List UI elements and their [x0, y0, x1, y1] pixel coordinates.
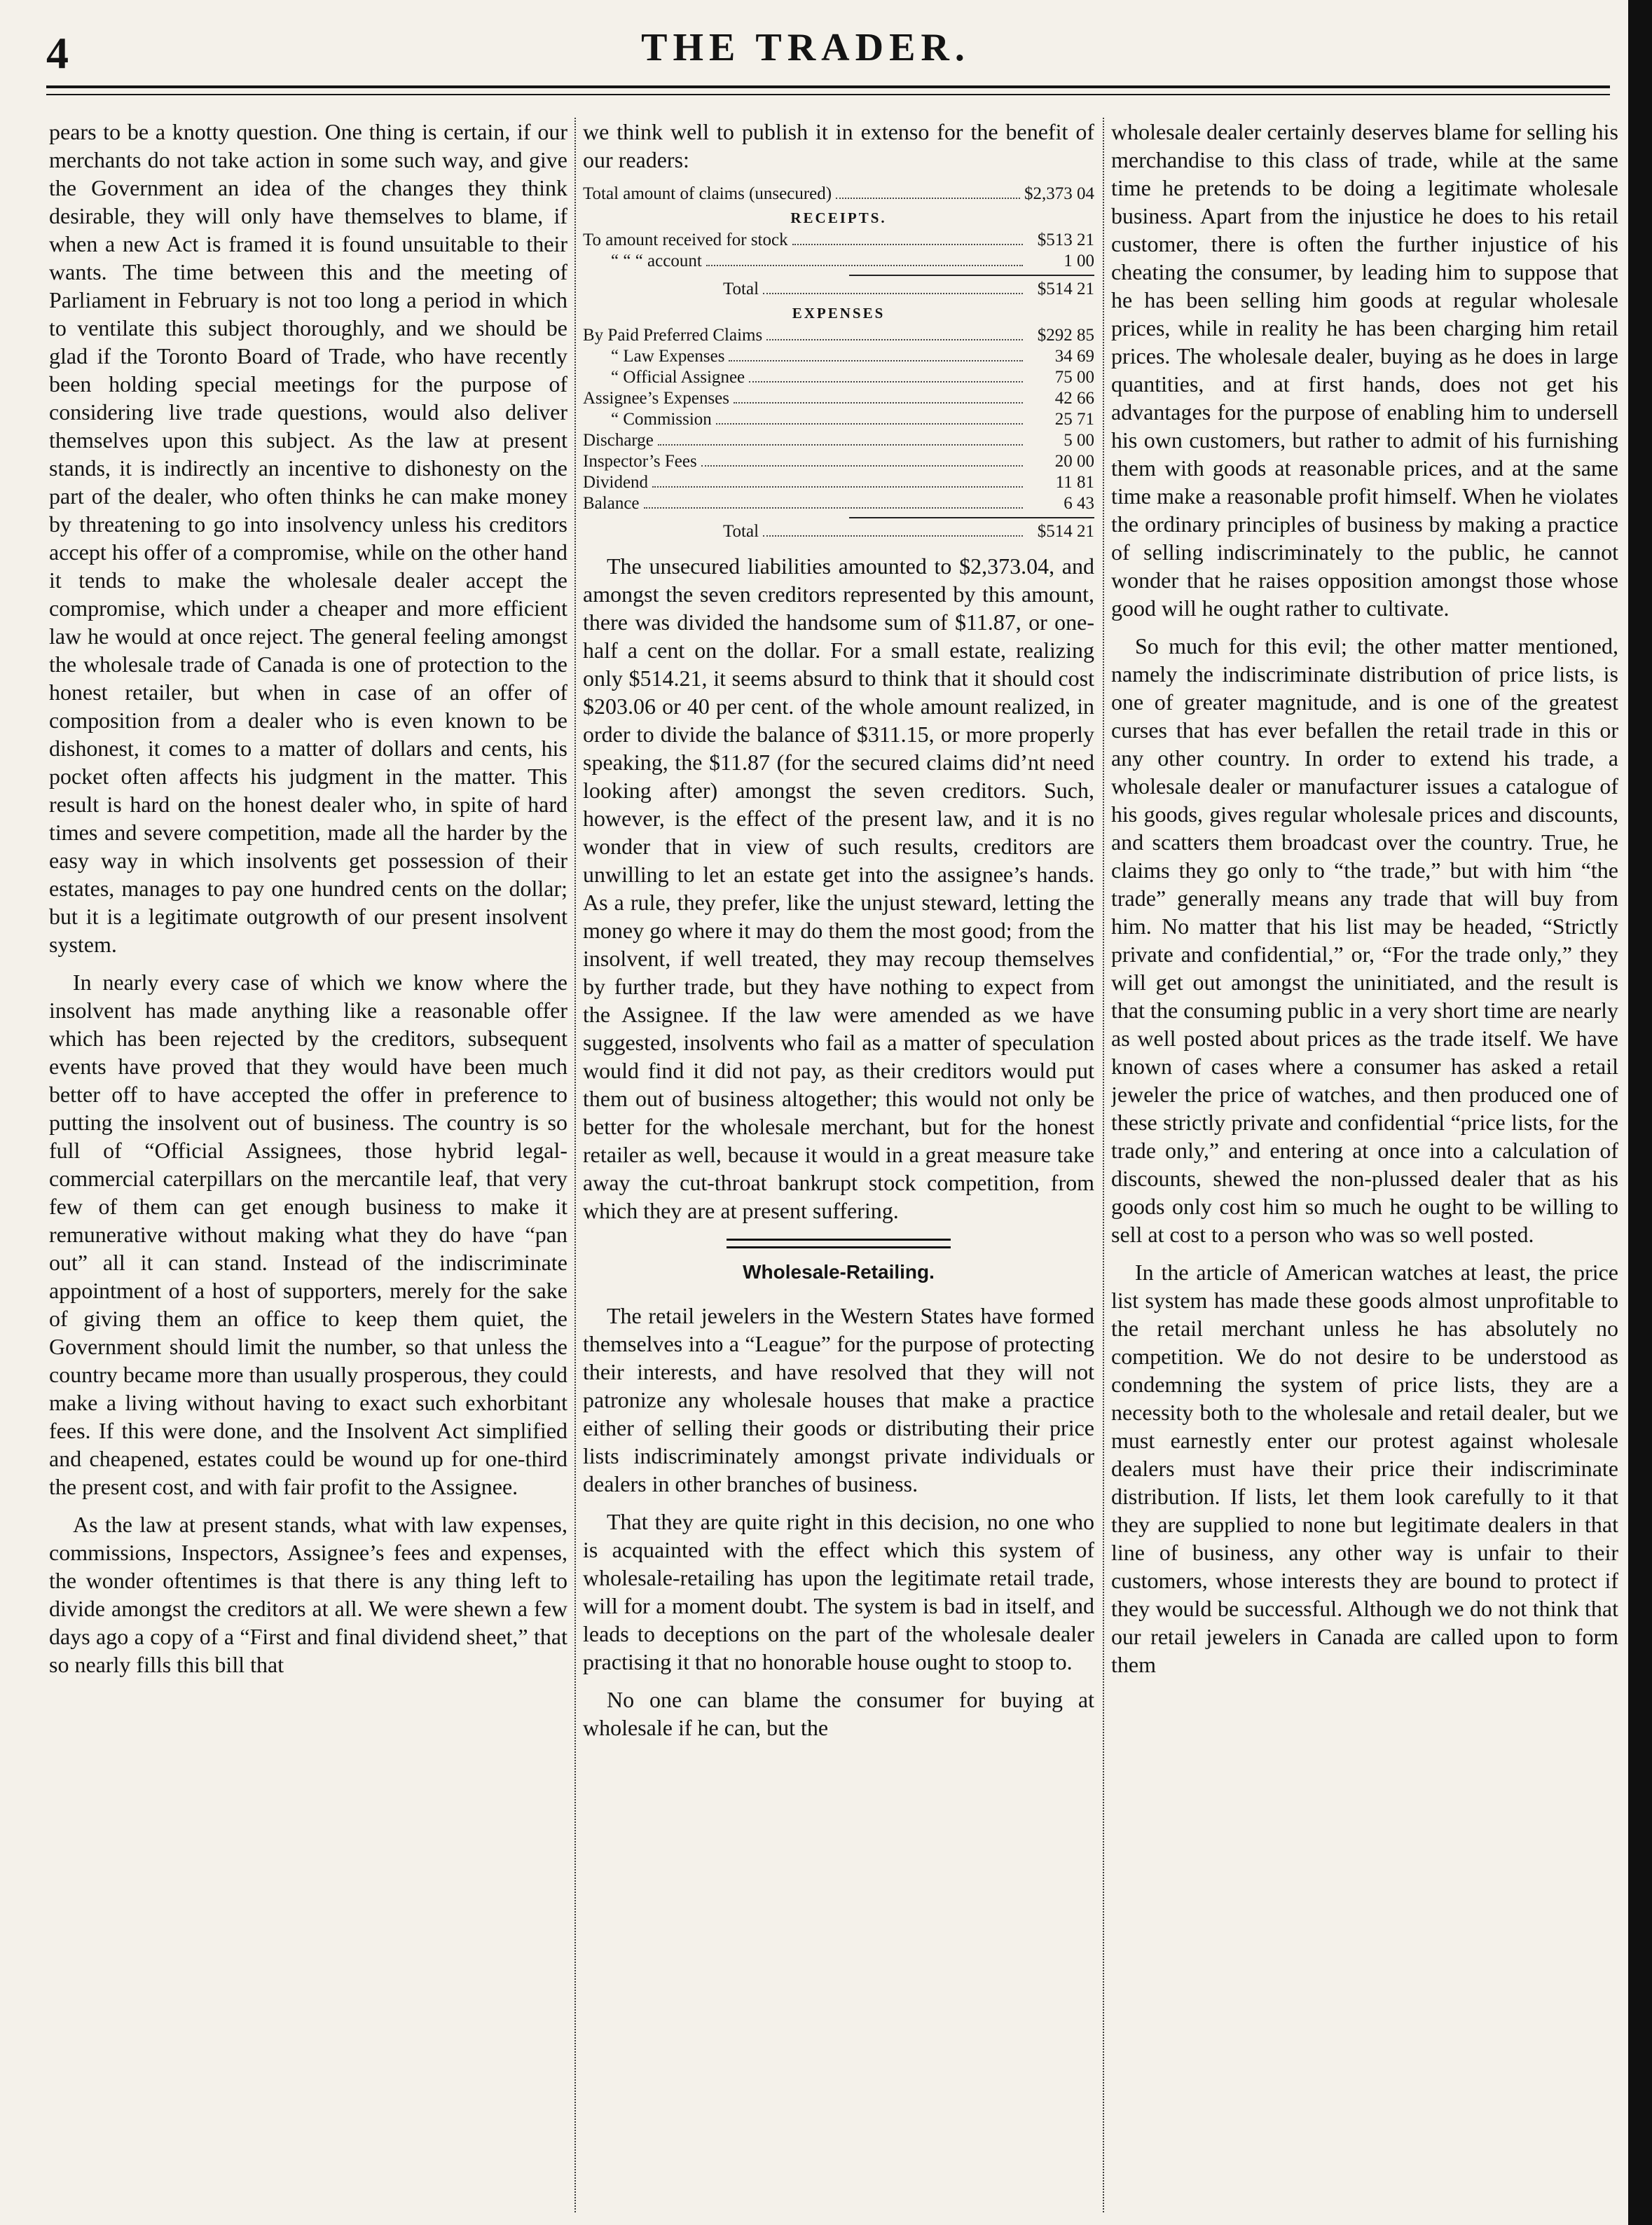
section-title: Wholesale-Retailing. — [743, 1261, 935, 1283]
ledger-row: Total amount of claims (unsecured) $2,373 04 — [583, 184, 1094, 203]
ledger-row: “ Commission 25 71 — [611, 410, 1094, 429]
col1-paragraph-2: In nearly every case of which we know where the insolvent has made anything like a reasonable offer which has been rejected by the creditors, subsequent events have proved that they would have been much better off to have accepted the offer in preference to putting the insolvent out of business. The country is so full of “Official Assignees, those hybrid legal-commercial caterpillars on the mercantile leaf, that very few of them can get enough business to make it remunerative without making what they do have “pan out” all it can stand. Instead of the indiscriminate appointment of a host of supporters, merely for the sake of giving them an office to keep them quiet, the Government should limit the number, so that unless the country became more than usually prosperous, they could make a living without having to exact such exhorbitant fees. If this were done, and the Insolvent Act simplified and cheapened, estates could be wound up for one-third the present cost, and with fair profit to the Assignee. — [49, 970, 567, 1499]
masthead-title: THE TRADER. — [641, 26, 970, 69]
ledger-row: To amount received for stock $513 21 — [583, 230, 1094, 249]
ledger-row: “ Law Expenses 34 69 — [611, 347, 1094, 366]
ledger-row: Inspector’s Fees 20 00 — [583, 452, 1094, 471]
col1-paragraph-1: pears to be a knotty question. One thing is certain, if our merchants do not take action in some such way, and give the Government an idea of the changes they think desirable, they will only have themselves to blame, if when a new Act is framed it is found unsuitable to their wants. The time between this and the meeting of Parliament in February is not too long a period in which to ventilate this subject thoroughly, and we should be glad if the Toronto Board of Trade, who have recently been holding special meetings for the purpose of considering live trade questions, would also deliver themselves upon this subject. As the law at present stands, it is indirectly an incentive to dishonesty on the part of the dealer, who often thinks he can make money by threatening to go into insolvency unless his creditors accept his offer of a compromise, while on the other hand it tends to make the wholesale dealer accept the compromise, which under a cheaper and more efficient law he would at once reject. The general feeling amongst the wholesale trade of Canada is one of protection to the honest retailer, but when in case of an offer of composition from a dealer who is even known to be dishonest, it comes to a matter of dollars and cents, his pocket often affects his judgment in the matter. This result is hard on the honest dealer who, in spite of hard times and severe competition, made all the harder by the easy way in which insolvents get possession of their estates, manages to pay one hundred cents on the dollar; but it is a legitimate outgrowth of our present insolvent system. — [49, 119, 567, 957]
ledger-total-row: Total $514 21 — [723, 280, 1094, 298]
ledger-total-row: Total $514 21 — [723, 522, 1094, 541]
col2-paragraph-3: The retail jewelers in the Western States have formed themselves into a “League” for the purpose of protecting their interests, and have resolved that they will not patronize any wholesale houses that make a practice either of selling their goods or distributing their price lists indiscriminately amongst private individuals or dealers in other branches of business. — [583, 1303, 1094, 1496]
expenses-heading: EXPENSES — [792, 305, 886, 322]
header-rule-thick — [46, 85, 1610, 88]
column-3 — [1111, 118, 1618, 2212]
ledger-row: Assignee’s Expenses 42 66 — [583, 389, 1094, 408]
col2-paragraph-5: No one can blame the consumer for buying at wholesale if he can, but the — [583, 1687, 1094, 1740]
col2-paragraph-1: we think well to publish it in extenso for the benefit of our readers: — [583, 119, 1094, 172]
sum-rule — [849, 275, 1094, 276]
heading-ornament-rule — [727, 1239, 951, 1248]
sum-rule — [849, 517, 1094, 518]
ledger-row: “ Official Assignee 75 00 — [611, 368, 1094, 387]
col3-paragraph-2: So much for this evil; the other matter mentioned, namely the indiscriminate distribution of price lists, is one of greater magnitude, and is one of the greatest curses that has ever befallen the retail trade in this or any other country. In order to extend his trade, a wholesale dealer or manufacturer issues a catalogue of his goods, gives regular wholesale prices and discounts, and scatters them broadcast over the country. True, he claims they go only to “the trade,” but with him “the trade” generally means any trade that will buy from him. No matter that his list may be headed, “Strictly private and confidential,” or, “For the trade only,” they will get out amongst the uninitiated, and the result is that the consuming public in a very short time are nearly as well posted about prices as the trade itself. We have known of cases where a consumer has asked a retail jeweler the price of watches, and then produced one of these strictly private and confidential “price lists, for the trade only,” and entering at once into a calculation of discounts, shewed the non-plussed dealer that as his goods only cost him so much he ought to be willing to sell at cost to a person who was so well posted. — [1111, 633, 1618, 1247]
receipts-heading: RECEIPTS. — [790, 209, 887, 226]
column-divider-1 — [574, 118, 576, 2212]
col3-paragraph-3: In the article of American watches at least, the price list system has made these goods almost unprofitable to the retail merchant unless he has absolutely no competition. We do not desire to be understood as condemning the system of price lists, they are a necessity both to the wholesale and retail dealer, but we must earnestly enter our protest against wholesale dealers must have their price their indiscriminate distribution. If lists, let them look carefully to it that they are supplied to none but legitimate dealers in that line of business, any other way is unfair to their customers, whose interests they are bound to protect if they would be successful. Although we do not think that our retail jewelers in Canada are called upon to form them — [1111, 1260, 1618, 1677]
scan-edge-shadow — [1628, 0, 1652, 2225]
column-1 — [49, 118, 567, 2212]
page-number: 4 — [46, 28, 69, 78]
col3-paragraph-1: wholesale dealer certainly deserves blame for selling his merchandise to this class of trade, while at the same time he pretends to be doing a legitimate wholesale business. Apart from the injustice he does to his retail customer, there is often the further injustice of his cheating the consumer, by leading him to suppose that he has been selling him goods at regular wholesale prices, while in reality he has been charging him retail prices. The wholesale dealer, buying as he does in large quantities, and at first hands, does not get his advantages for the purpose of enabling him to undersell his own customers, but rather to admit of his furnishing them with goods at reasonable prices, and at the same time make a reasonable profit himself. When he violates the ordinary principles of business by making a practice of selling indiscriminately to the public, he cannot wonder that he raises opposition amongst those whose good will he ought rather to cultivate. — [1111, 119, 1618, 621]
header-rule-thin — [46, 94, 1610, 95]
ledger-row: Dividend 11 81 — [583, 473, 1094, 492]
column-2 — [583, 118, 1094, 2212]
col2-paragraph-2: The unsecured liabilities amounted to $2,373.04, and amongst the seven creditors represented by this amount, there was divided the handsome sum of $11.87, or one-half a cent on the dollar. For a small estate, realizing only $514.21, it seems absurd to think that it should cost $203.06 or 40 per cent. of the whole amount realized, in order to divide the balance of $311.15, or more properly speaking, the $11.87 (for the secured claims did’nt need looking after) amongst the seven creditors. Such, however, is the effect of the present law, and it is no wonder that in view of such results, creditors are unwilling to let an estate get into the assignee’s hands. As a rule, they prefer, like the unjust steward, letting the money go where it may do them the most good; from the insolvent, if well treated, they may recoup themselves by further trade, but they have nothing to expect from the Assignee. If the law were amended as we have suggested, insolvents who fail as a matter of speculation would find it did not pay, as their creditors would put them out of business altogether; this would not only be better for the wholesale merchant, but for the honest retailer as well, because it would in a great measure take away the cut-throat bankrupt stock competition, from which they are at present suffering. — [583, 553, 1094, 1223]
dividend-sheet-table — [583, 184, 1094, 542]
column-divider-2 — [1103, 118, 1104, 2212]
col2-paragraph-4: That they are quite right in this decision, no one who is acquainted with the effect which this system of wholesale-retailing has upon the legitimate retail trade, will for a moment doubt. The system is bad in itself, and leads to deceptions on the part of the wholesale dealer practising it that no honorable house ought to stoop to. — [583, 1509, 1094, 1674]
ledger-row: Balance 6 43 — [583, 494, 1094, 513]
ledger-row: “ “ “ account 1 00 — [611, 252, 1094, 270]
ledger-row: Discharge 5 00 — [583, 431, 1094, 450]
section-heading — [583, 1239, 1094, 1286]
col1-paragraph-3: As the law at present stands, what with law expenses, commissions, Inspectors, Assignee’s fees and expenses, the wonder oftentimes is that there is any thing left to divide amongst the creditors at all. We were shewn a few days ago a copy of a “First and final dividend sheet,” that so nearly fills this bill that — [49, 1512, 567, 1677]
ledger-row: By Paid Preferred Claims $292 85 — [583, 326, 1094, 345]
